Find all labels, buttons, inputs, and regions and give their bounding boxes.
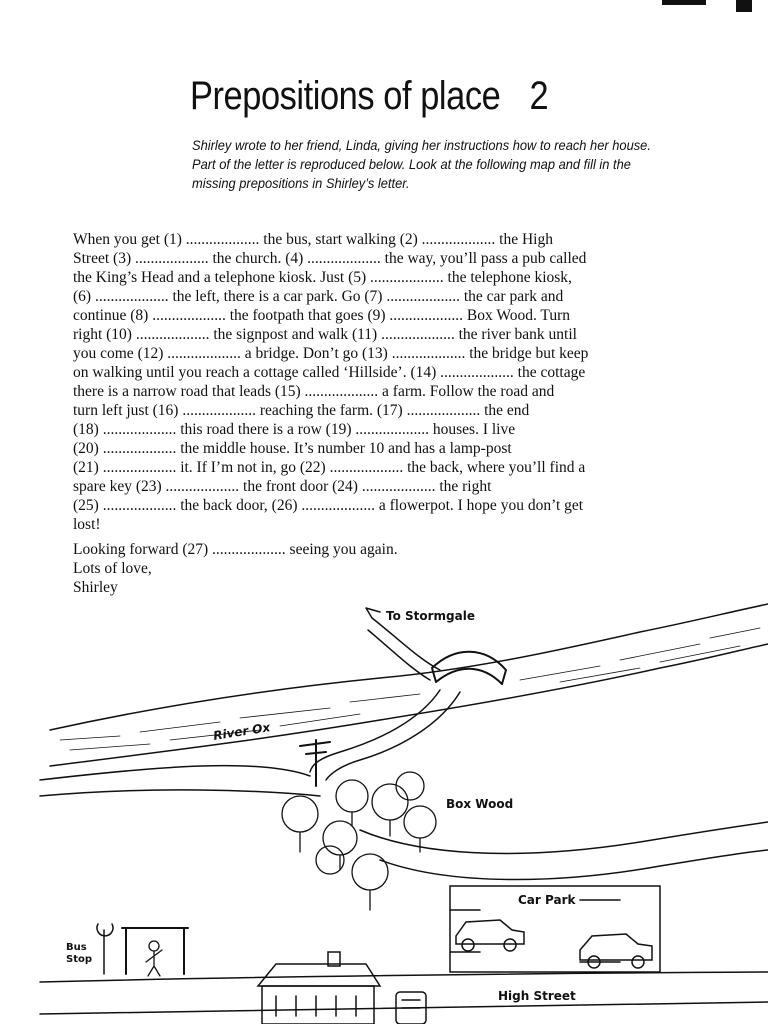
label-to-stormgale: To Stormgale [386,609,475,623]
car-park-bays [450,900,620,962]
letter-line: spare key (23) ................... the front door (24) ................... the right [73,478,492,495]
letter-line: on walking until you reach a cottage called ‘Hillside’. (14) ................... the cottage [73,364,586,381]
car-1 [456,920,524,951]
label-stop: Stop [66,954,93,965]
letter-line: Street (3) ................... the church. (4) ................... the way, you’ll pass a pub called [73,250,587,267]
letter-line: lost! [73,516,101,533]
closing-salutation: Lots of love, [73,560,152,577]
letter-body [73,230,683,534]
box-wood-trees [282,772,436,910]
page-title [190,74,548,119]
letter-line: you come (12) ................... a bridge. Don’t go (13) ................... the bridge but keep [73,345,589,362]
footpath-edge [326,692,460,780]
closing-line: Looking forward (27) ................... seeing you again. [73,541,398,558]
car-2 [580,934,652,968]
river-water [60,628,760,750]
letter-line: continue (8) ................... the footpath that goes (9) ................... Box Wood. Turn [73,307,571,324]
letter-line: the King’s Head and a telephone kiosk. Just (5) ................... the telephone kiosk, [73,269,572,286]
letter-line: When you get (1) ................... the bus, start walking (2) ................... the High [73,231,553,248]
bridge [432,652,506,684]
signpost [300,740,330,786]
letter-line: (18) ................... this road there is a row (19) ................... houses. I live [73,421,516,438]
person [146,941,162,976]
label-car-park: Car Park [518,893,576,907]
letter-line: (25) ................... the back door, (26) ................... a flowerpot. I hope you don’t get [73,497,584,514]
label-box-wood: Box Wood [446,797,514,811]
letter-closing [73,540,398,597]
label-high-street: High Street [498,989,576,1003]
instructions: Shirley wrote to her friend, Linda, giving her instructions how to reach her house. Part of the letter is reproduced below. Look at the following map and fill in the missing prepositions in Shirley’s letter. [192,137,651,191]
scan-mark-top [662,0,706,5]
scan-mark-corner [736,0,752,12]
arrow-north [366,608,380,618]
signature: Shirley [73,579,118,596]
label-river-ox: River Ox [212,720,272,743]
road-to-stormgale-edge [368,630,430,680]
title-text: Prepositions of place [190,74,501,118]
letter-line: (6) ................... the left, there is a car park. Go (7) ................... the car park and [73,288,564,305]
bus-stop-sign [97,924,113,974]
letter-line: right (10) ................... the signpost and walk (11) ................... the river bank until [73,326,577,343]
pub-building [258,952,380,1024]
letter-line: (20) ................... the middle house. It’s number 10 and has a lamp-post [73,440,512,457]
road-car-park-edge [380,850,768,880]
letter-line: turn left just (16) ................... reaching the farm. (17) ................... the end [73,402,530,419]
road-main-lower [40,790,320,796]
title-number: 2 [529,74,549,118]
road-main-upper [40,766,310,780]
label-bus: Bus [66,942,87,953]
letter-line: there is a narrow road that leads (15) ................... a farm. Follow the road and [73,383,555,400]
letter-line: (21) ................... it. If I’m not in, go (22) ................... the back, where you’ll find a [73,459,586,476]
map-illustration [0,590,768,1024]
